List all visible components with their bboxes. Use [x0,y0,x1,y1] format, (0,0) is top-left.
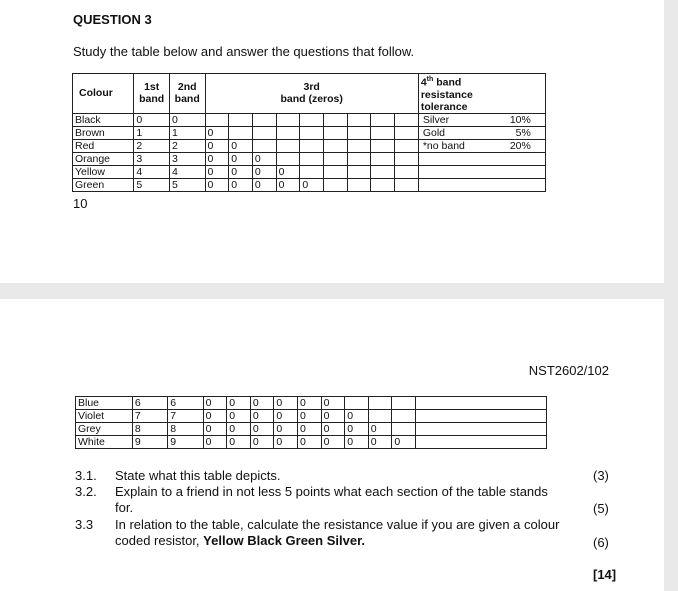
zero-cell: 0 [205,178,229,191]
band1-cell: 1 [134,126,170,139]
zero-cell: 0 [205,139,229,152]
zero-cell: 0 [274,410,298,423]
table-row [73,165,546,178]
zero-cell [395,126,419,139]
zero-cell [395,178,419,191]
resistor-colour-table [72,73,546,192]
zero-cell: 0 [203,410,227,423]
band2-cell: 4 [169,165,205,178]
zero-cell: 0 [300,178,324,191]
value-ten: 10 [73,196,88,211]
zero-cell [324,152,348,165]
band1-cell: 3 [134,152,170,165]
band2-cell: 0 [169,113,205,126]
colour-cell: Black [73,113,134,126]
zero-cell: 0 [250,410,274,423]
tolerance-percent: 5% [515,126,531,139]
colour-cell: Yellow [73,165,134,178]
zero-cell: 0 [298,410,322,423]
band1-cell: 5 [134,178,170,191]
colour-cell: Red [73,139,134,152]
band2-cell: 7 [168,410,203,423]
table-row [73,113,546,126]
zero-cell: 0 [250,397,274,410]
zero-cell [347,113,371,126]
zero-cell: 0 [227,423,251,436]
zero-cell [229,113,253,126]
tolerance-cell [418,126,545,139]
question-title: QUESTION 3 [73,12,152,27]
header-band3: 3rd band (zeros) [205,74,418,114]
page-one [0,0,664,283]
tolerance-cell [415,410,546,423]
table-row [76,410,547,423]
table-row [76,397,547,410]
table-row [73,178,546,191]
zero-cell [392,410,416,423]
course-code: NST2602/102 [528,363,609,378]
zero-cell [276,139,300,152]
table-row [73,139,546,152]
table-row [76,423,547,436]
header-band4-line2: resistance [418,89,545,101]
tolerance-name: *no band [422,139,465,152]
zero-cell: 0 [227,410,251,423]
mark-3-2: (5) [593,501,609,516]
zero-cell: 0 [205,152,229,165]
zero-cell: 0 [345,423,369,436]
zero-cell: 0 [368,423,392,436]
zero-cell [392,423,416,436]
zero-cell [395,165,419,178]
band1-cell: 8 [132,423,167,436]
total-marks: [14] [593,567,617,582]
zero-cell: 0 [345,436,369,449]
zero-cell: 0 [229,152,253,165]
zero-cell: 0 [205,126,229,139]
tolerance-cell [418,165,545,178]
zero-cell [345,397,369,410]
zero-cell [347,165,371,178]
zero-cell [371,139,395,152]
zero-cell [252,139,276,152]
zero-cell: 0 [298,436,322,449]
band2-cell: 8 [168,423,203,436]
table-row [73,126,546,139]
zero-cell: 0 [274,397,298,410]
question-3-3: 3.3 In relation to the table, calculate the resistance value if you are given a colour coded resistor, Yellow Black Green Silver. [75,517,560,548]
band2-cell: 6 [168,397,203,410]
question-3-1: 3.1. State what this table depicts. [75,468,281,483]
tolerance-name: Silver [422,113,450,126]
zero-cell [371,126,395,139]
zero-cell: 0 [274,423,298,436]
zero-cell: 0 [252,178,276,191]
tolerance-cell [418,139,545,152]
zero-cell: 0 [321,410,345,423]
colour-cell: Grey [76,423,133,436]
band2-cell: 5 [169,178,205,191]
zero-cell: 0 [203,423,227,436]
zero-cell: 0 [203,436,227,449]
resistor-colour-code: Yellow Black Green Silver. [203,533,366,548]
tolerance-percent: 20% [509,139,531,152]
header-band1: 1st band [134,74,170,114]
header-band4-line3: tolerance [418,101,545,114]
band1-cell: 7 [132,410,167,423]
zero-cell: 0 [321,423,345,436]
zero-cell [324,126,348,139]
zero-cell: 0 [276,178,300,191]
zero-cell [347,126,371,139]
zero-cell [300,152,324,165]
band2-cell: 3 [169,152,205,165]
zero-cell: 0 [229,178,253,191]
zero-cell: 0 [250,436,274,449]
resistor-colour-table-continued [75,396,547,449]
zero-cell: 0 [321,397,345,410]
zero-cell [371,113,395,126]
tolerance-cell [415,397,546,410]
tolerance-cell [415,436,546,449]
zero-cell: 0 [250,423,274,436]
colour-cell: White [76,436,133,449]
zero-cell [347,152,371,165]
zero-cell [368,397,392,410]
header-colour: Colour [73,74,134,114]
zero-cell [300,126,324,139]
zero-cell [252,126,276,139]
band1-cell: 9 [132,436,167,449]
colour-cell: Green [73,178,134,191]
zero-cell: 0 [274,436,298,449]
zero-cell: 0 [345,410,369,423]
colour-cell: Violet [76,410,133,423]
zero-cell: 0 [227,397,251,410]
table-row [73,152,546,165]
page-two [0,299,664,591]
zero-cell [205,113,229,126]
band1-cell: 6 [132,397,167,410]
zero-cell: 0 [368,436,392,449]
tolerance-cell [415,423,546,436]
zero-cell [300,139,324,152]
zero-cell: 0 [229,165,253,178]
mark-3-3: (6) [593,535,609,550]
zero-cell [324,178,348,191]
zero-cell [368,410,392,423]
zero-cell [324,113,348,126]
zero-cell [395,113,419,126]
zero-cell [395,152,419,165]
zero-cell: 0 [392,436,416,449]
zero-cell [276,126,300,139]
band1-cell: 4 [134,165,170,178]
zero-cell [347,178,371,191]
band2-cell: 1 [169,126,205,139]
zero-cell: 0 [321,436,345,449]
band1-cell: 0 [134,113,170,126]
zero-cell: 0 [298,423,322,436]
zero-cell: 0 [276,165,300,178]
zero-cell [276,113,300,126]
zero-cell [300,113,324,126]
band2-cell: 9 [168,436,203,449]
zero-cell [371,165,395,178]
zero-cell [324,139,348,152]
colour-cell: Blue [76,397,133,410]
band1-cell: 2 [134,139,170,152]
tolerance-cell [418,178,545,191]
header-band2: 2nd band [169,74,205,114]
zero-cell [395,139,419,152]
zero-cell [371,152,395,165]
zero-cell [229,126,253,139]
colour-cell: Brown [73,126,134,139]
tolerance-percent: 10% [509,113,531,126]
zero-cell [392,397,416,410]
tolerance-cell [418,113,545,126]
band2-cell: 2 [169,139,205,152]
zero-cell [371,178,395,191]
colour-cell: Orange [73,152,134,165]
zero-cell [252,113,276,126]
zero-cell: 0 [227,436,251,449]
zero-cell: 0 [203,397,227,410]
intro-text: Study the table below and answer the questions that follow. [73,44,415,59]
zero-cell [347,139,371,152]
zero-cell: 0 [298,397,322,410]
zero-cell [300,165,324,178]
table-header-row [73,74,546,89]
zero-cell [324,165,348,178]
tolerance-name: Gold [422,126,446,139]
tolerance-cell [418,152,545,165]
mark-3-1: (3) [593,468,609,483]
zero-cell [276,152,300,165]
zero-cell: 0 [205,165,229,178]
zero-cell: 0 [252,152,276,165]
zero-cell: 0 [229,139,253,152]
header-band4: 4th band [418,74,545,89]
zero-cell: 0 [252,165,276,178]
table-row [76,436,547,449]
question-3-2: 3.2. Explain to a friend in not less 5 points what each section of the table stands for. [75,484,548,515]
